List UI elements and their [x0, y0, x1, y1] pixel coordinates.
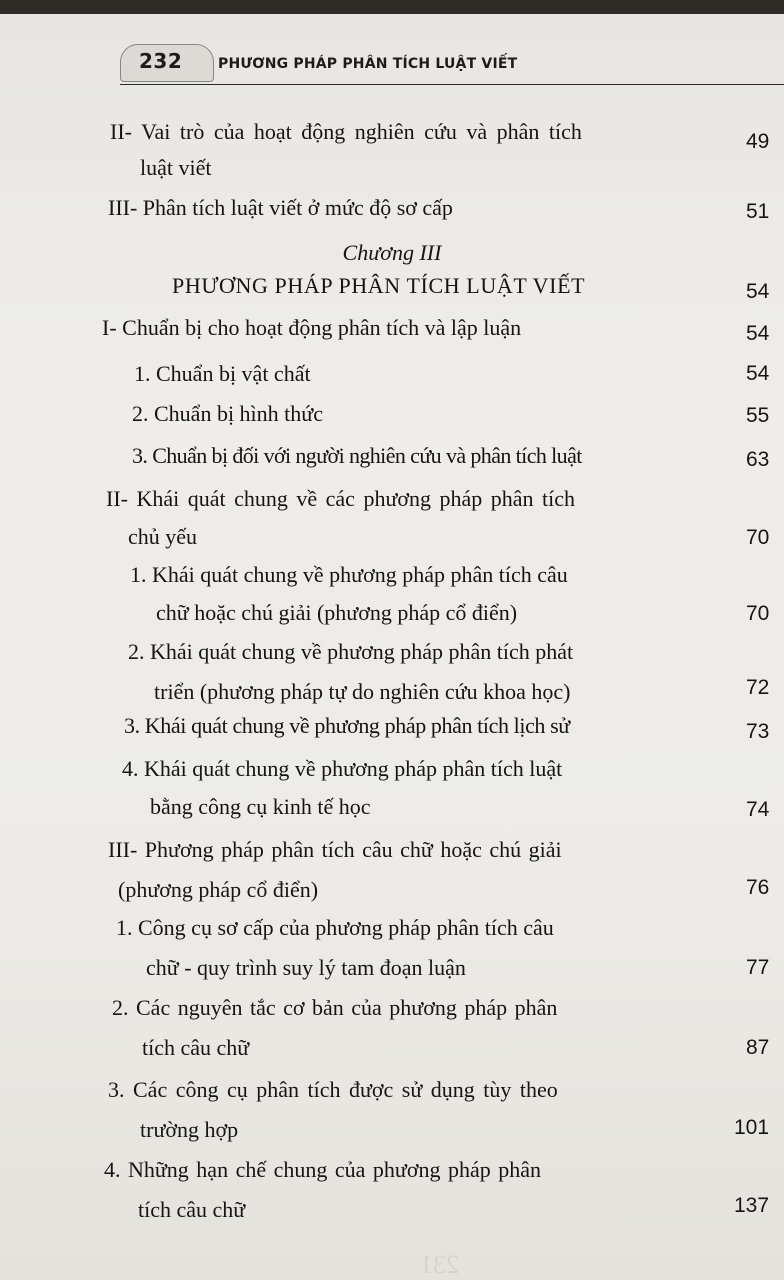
book-page	[0, 14, 784, 1280]
page-header	[120, 44, 784, 94]
toc-page-number: 70	[746, 526, 770, 549]
toc-entry	[106, 480, 575, 556]
page-number-badge	[120, 44, 214, 82]
toc-entry	[110, 114, 582, 186]
toc-entry	[130, 556, 568, 632]
toc-entry	[132, 438, 582, 474]
toc-entry-line: 3. Khái quát chung về phương pháp phân tích lịch sử	[124, 713, 570, 738]
toc-page-number: 76	[746, 876, 770, 899]
toc-entry-line: 1. Chuẩn bị vật chất	[134, 361, 311, 386]
toc-entry-line: I- Chuẩn bị cho hoạt động phân tích và lập luận	[102, 315, 522, 340]
toc-page-number: 49	[746, 130, 770, 153]
toc-entry	[122, 750, 562, 826]
toc-entry	[134, 356, 311, 392]
toc-entry-line: 2. Chuẩn bị hình thức	[132, 401, 323, 426]
toc-entry-line: trường hợp	[140, 1117, 239, 1142]
toc-entry	[116, 908, 554, 988]
toc-entry-line: II- Khái quát chung về các phương pháp phân tích	[106, 486, 576, 511]
toc-page-number: 70	[746, 602, 770, 625]
toc-entry-line: 4. Những hạn chế chung của phương pháp phân	[104, 1157, 541, 1182]
toc-entry-line: (phương pháp cổ điển)	[118, 877, 319, 902]
toc-page-number: 87	[746, 1036, 770, 1059]
chapter-label: Chương III	[342, 240, 442, 265]
toc-entry-line: 3. Các công cụ phân tích được sử dụng tùy theo	[108, 1077, 558, 1102]
page-number: 232	[139, 49, 183, 73]
toc-entry	[108, 190, 453, 226]
toc-page-number: 101	[734, 1116, 770, 1139]
toc-entry-line: tích câu chữ	[138, 1197, 246, 1222]
running-title: PHƯƠNG PHÁP PHÂN TÍCH LUẬT VIẾT	[218, 56, 518, 72]
toc-entry-line: chủ yếu	[128, 524, 198, 549]
toc-page-number: 77	[746, 956, 770, 979]
bleed-through-page-number: 231	[420, 1250, 459, 1279]
toc-entry-line: 4. Khái quát chung về phương pháp phân tích luật	[122, 756, 563, 781]
toc-entry-line: II- Vai trò của hoạt động nghiên cứu và phân tích	[110, 119, 582, 144]
toc-entry-line: chữ - quy trình suy lý tam đoạn luận	[146, 955, 466, 980]
toc-entry-line: 1. Công cụ sơ cấp của phương pháp phân tích câu	[116, 915, 554, 940]
toc-entry	[108, 1070, 558, 1150]
toc-entry-line: 2. Các nguyên tắc cơ bản của phương pháp phân	[112, 995, 558, 1020]
toc-entry-line: III- Phân tích luật viết ở mức độ sơ cấp	[108, 195, 453, 220]
toc-page-number: 137	[734, 1194, 770, 1217]
toc-entry	[102, 310, 521, 346]
chapter-page-number: 54	[746, 280, 770, 303]
toc-page-number: 74	[746, 798, 770, 821]
toc-entry-line: tích câu chữ	[142, 1035, 250, 1060]
header-rule	[120, 84, 784, 85]
toc-entry-line: 2. Khái quát chung về phương pháp phân tích phát	[128, 639, 574, 664]
toc-entry-line: luật viết	[140, 155, 212, 180]
toc-entry-line: chữ hoặc chú giải (phương pháp cổ điển)	[156, 600, 518, 625]
toc-entry-line: triển (phương pháp tự do nghiên cứu khoa học)	[154, 679, 571, 704]
toc-page-number: 54	[746, 322, 770, 345]
toc-entry	[132, 396, 323, 432]
toc-entry	[128, 632, 573, 712]
toc-page-number: 73	[746, 720, 770, 743]
toc-page-number: 63	[746, 448, 770, 471]
toc-entry-line: 1. Khái quát chung về phương pháp phân tích câu	[130, 562, 568, 587]
toc-page-number: 54	[746, 362, 770, 385]
toc-entry	[112, 988, 557, 1068]
toc-page-number: 55	[746, 404, 770, 427]
toc-entry	[104, 1150, 541, 1230]
toc-page-number: 51	[746, 200, 770, 223]
chapter-title: PHƯƠNG PHÁP PHÂN TÍCH LUẬT VIẾT	[172, 273, 586, 298]
toc-entry-line: 3. Chuẩn bị đối với người nghiên cứu và phân tích luật	[132, 443, 582, 468]
toc-entry	[108, 830, 562, 910]
toc-entry-line: III- Phương pháp phân tích câu chữ hoặc chú giải	[108, 837, 562, 862]
toc-entry	[124, 708, 570, 744]
toc-page-number: 72	[746, 676, 770, 699]
toc-entry-line: bằng công cụ kinh tế học	[150, 794, 371, 819]
